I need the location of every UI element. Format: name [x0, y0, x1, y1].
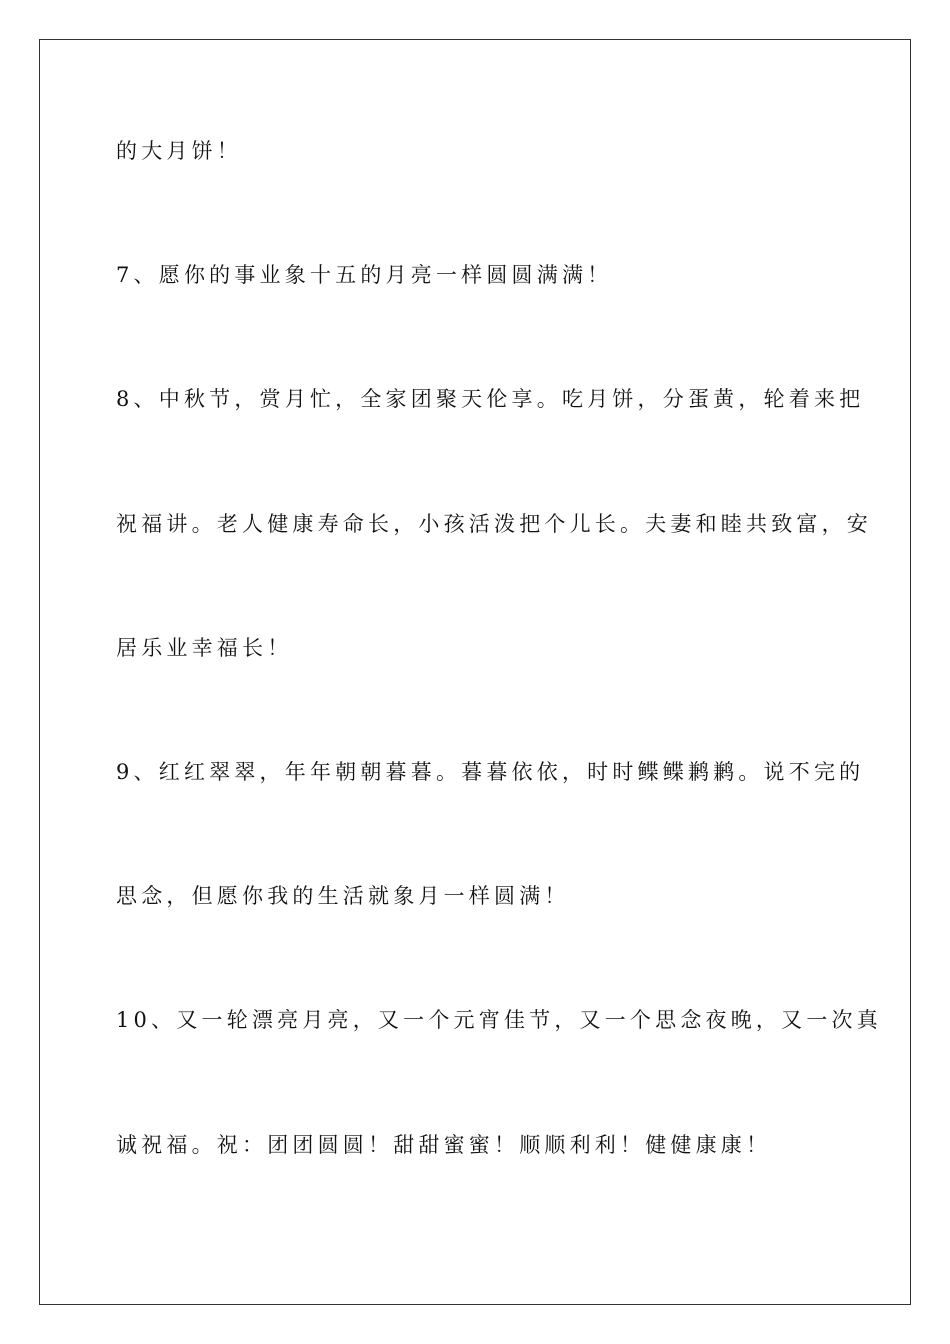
text-line: 7、愿你的事业象十五的月亮一样圆圆满满！ — [116, 263, 613, 287]
page-border — [39, 39, 911, 1305]
text-line: 诚祝福。祝：团团圆圆！甜甜蜜蜜！顺顺利利！健健康康！ — [116, 1133, 772, 1157]
text-line: 10、又一轮漂亮月亮，又一个元宵佳节，又一个思念夜晚，又一次真 — [116, 1008, 882, 1032]
text-line: 思念，但愿你我的生活就象月一样圆满！ — [116, 884, 570, 908]
text-line: 的大月饼！ — [116, 139, 242, 163]
text-line: 居乐业幸福长！ — [116, 636, 293, 660]
text-line: 祝福讲。老人健康寿命长，小孩活泼把个儿长。夫妻和睦共致富，安 — [116, 512, 872, 536]
text-line: 8、中秋节，赏月忙，全家团聚天伦享。吃月饼，分蛋黄，轮着来把 — [116, 387, 865, 411]
text-line: 9、红红翠翠，年年朝朝暮暮。暮暮依依，时时鲽鲽鹣鹣。说不完的 — [116, 760, 865, 784]
